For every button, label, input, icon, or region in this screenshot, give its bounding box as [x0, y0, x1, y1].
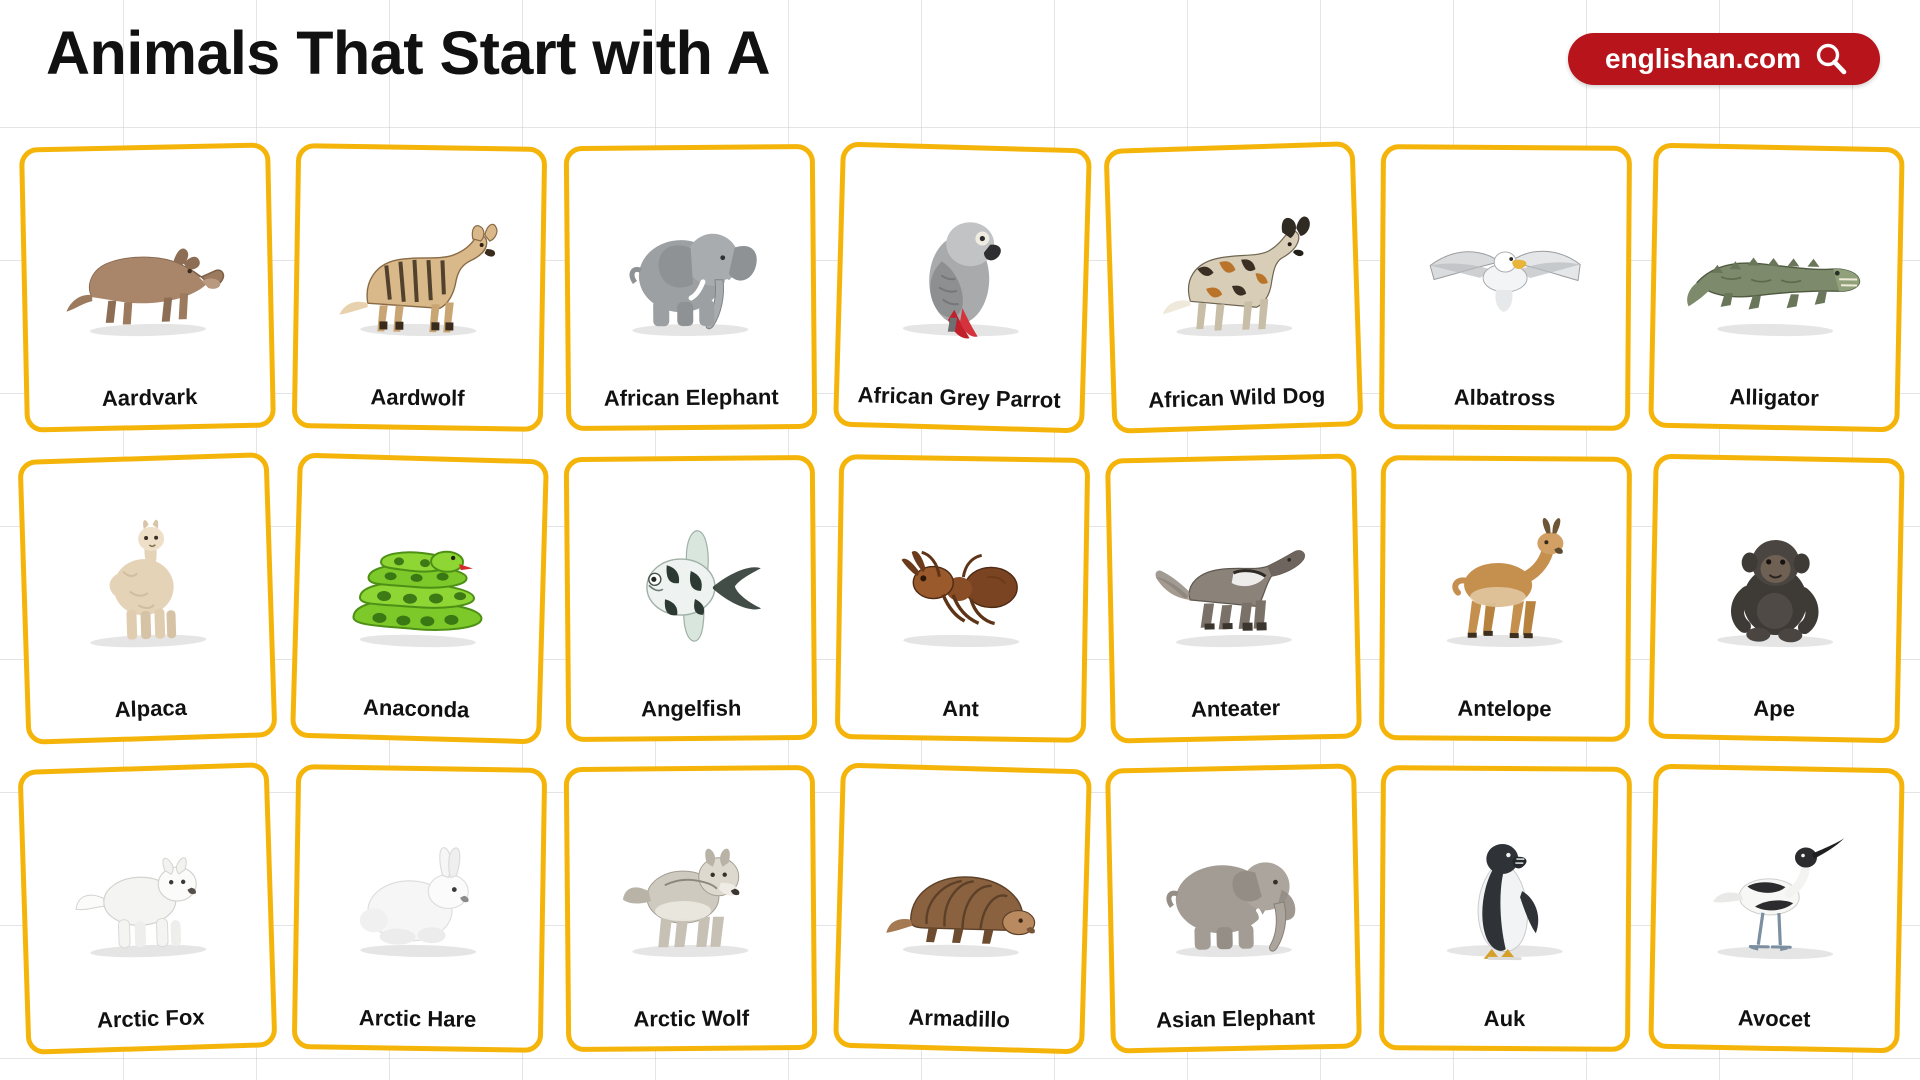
animal-label: Alligator [1729, 384, 1820, 412]
animal-card[interactable] [1105, 764, 1361, 1054]
animal-label: Arctic Fox [96, 1005, 205, 1034]
animal-label: Angelfish [641, 695, 742, 722]
alligator-icon [1663, 162, 1892, 389]
animal-card[interactable] [1379, 144, 1632, 430]
animal-card[interactable] [564, 455, 817, 742]
animal-label: Auk [1483, 1006, 1526, 1032]
aardvark-icon [32, 162, 261, 389]
animal-label: Anaconda [362, 694, 470, 723]
animal-label: African Grey Parrot [857, 382, 1061, 414]
ant-icon [848, 473, 1076, 699]
alpaca-icon [31, 471, 262, 700]
animal-label: Alpaca [114, 694, 188, 723]
armadillo-icon [847, 782, 1078, 1011]
animal-label: Asian Elephant [1156, 1005, 1316, 1034]
animal-card[interactable] [1379, 455, 1632, 741]
animal-card[interactable] [1379, 765, 1632, 1051]
arctic-hare-icon [305, 784, 533, 1010]
animal-label: Armadillo [907, 1005, 1010, 1034]
animal-card[interactable] [564, 144, 817, 431]
ape-icon [1663, 473, 1892, 700]
animal-label: Ape [1753, 695, 1796, 722]
animal-card[interactable] [291, 143, 546, 432]
african-wild-dog-icon [1117, 161, 1348, 390]
animal-label: Avocet [1738, 1006, 1812, 1033]
animal-card[interactable] [18, 762, 277, 1054]
animal-label: Aardwolf [369, 384, 465, 412]
animal-label: African Wild Dog [1148, 382, 1326, 414]
anteater-icon [1119, 472, 1348, 699]
animal-card[interactable] [291, 764, 546, 1053]
animal-card[interactable] [18, 452, 277, 744]
animal-card[interactable] [1649, 143, 1905, 432]
animal-card[interactable] [1649, 764, 1905, 1053]
african-elephant-icon [577, 163, 803, 387]
antelope-icon [1392, 474, 1618, 698]
animal-card[interactable] [1649, 453, 1905, 742]
animal-card-grid [14, 135, 1910, 1065]
animal-card[interactable] [1104, 141, 1363, 433]
animal-card[interactable] [19, 142, 275, 432]
animal-label: African Elephant [603, 384, 779, 412]
animal-label: Arctic Hare [358, 1005, 476, 1033]
arctic-fox-icon [31, 782, 262, 1011]
auk-icon [1392, 785, 1618, 1009]
animal-label: Aardvark [101, 384, 198, 412]
animal-card[interactable] [833, 763, 1091, 1055]
animal-label: Antelope [1457, 695, 1552, 722]
magnifier-icon [1811, 39, 1851, 79]
asian-elephant-icon [1119, 783, 1348, 1010]
arctic-wolf-icon [577, 784, 803, 1008]
animal-card[interactable] [1105, 453, 1361, 743]
animal-label: Arctic Wolf [633, 1006, 750, 1033]
animal-label: Ant [941, 695, 979, 722]
animal-label: Albatross [1453, 385, 1556, 411]
albatross-icon [1392, 163, 1618, 387]
animal-card[interactable] [564, 765, 817, 1052]
brand-badge[interactable] [1568, 33, 1880, 85]
animal-label: Anteater [1191, 695, 1281, 723]
page-title: Animals That Start with A [46, 19, 771, 87]
animal-card[interactable] [290, 452, 548, 744]
anaconda-icon [304, 472, 535, 701]
animal-card[interactable] [834, 454, 1089, 743]
african-grey-parrot-icon [847, 161, 1078, 390]
aardwolf-icon [305, 162, 533, 388]
animal-card[interactable] [833, 142, 1091, 434]
angelfish-icon [577, 474, 803, 698]
brand-label: englishan.com [1604, 43, 1802, 74]
avocet-icon [1663, 783, 1892, 1010]
